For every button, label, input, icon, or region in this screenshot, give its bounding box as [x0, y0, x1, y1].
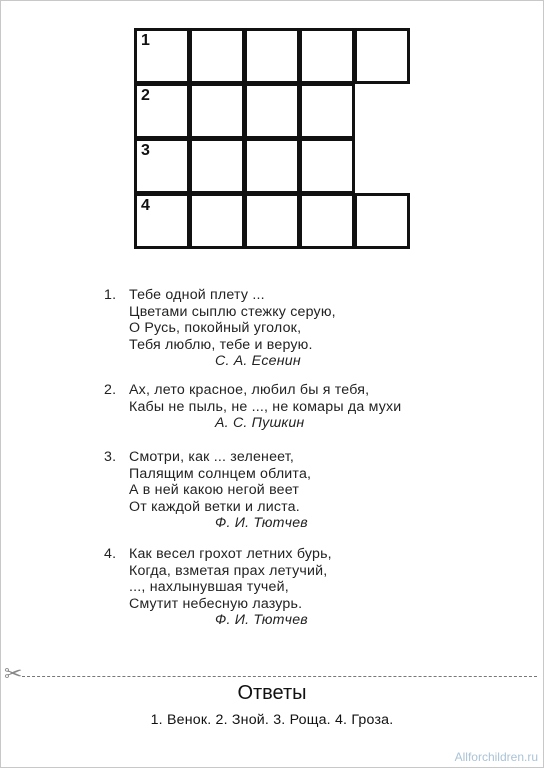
poem-author: А. С. Пушкин [215, 415, 305, 432]
crossword-cell [244, 83, 300, 139]
crossword-row-number: 4 [141, 197, 150, 214]
crossword-cell [244, 28, 300, 84]
crossword-cell [134, 83, 190, 139]
crossword-cell [189, 193, 245, 249]
crossword-cell [354, 193, 410, 249]
poem-item [104, 287, 336, 370]
poem-author: Ф. И. Тютчев [215, 515, 308, 532]
poem-line: Как весел грохот летних бурь, [129, 546, 332, 562]
crossword-cell [244, 193, 300, 249]
answers-title: Ответы [237, 682, 307, 704]
scissors-icon: ✂ [4, 662, 23, 687]
cut-line [22, 676, 537, 677]
poem-line: А в ней какою негой веет [129, 482, 300, 499]
poem-line: Тебе одной плету ... [129, 287, 265, 303]
crossword-cell [354, 28, 410, 84]
poem-item [104, 546, 332, 629]
crossword-row-number: 2 [141, 87, 150, 104]
crossword-cell [134, 193, 190, 249]
crossword-row-number: 1 [141, 32, 150, 49]
poem-line: ..., нахлынувшая тучей, [129, 579, 289, 596]
answers-text: 1. Венок. 2. Зной. 3. Роща. 4. Гроза. [150, 712, 394, 728]
crossword-cell [299, 83, 355, 139]
crossword-cell [244, 138, 300, 194]
poem-line: От каждой ветки и листа. [129, 498, 300, 515]
crossword-cell [189, 28, 245, 84]
poem-number: 3. [104, 449, 117, 465]
poem-number: 2. [104, 382, 117, 398]
crossword-row-number: 3 [141, 142, 150, 159]
poem-line: Кабы не пыль, не ..., не комары да мухи [129, 398, 402, 415]
poem-line: О Русь, покойный уголок, [129, 320, 302, 337]
poem-line: Тебя люблю, тебе и верую. [129, 336, 313, 353]
poem-line: Цветами сыплю стежку серую, [129, 303, 336, 320]
crossword-cell [134, 138, 190, 194]
crossword-cell [299, 138, 355, 194]
crossword-cell [299, 28, 355, 84]
poem-item [104, 382, 401, 432]
crossword-cell [299, 193, 355, 249]
poem-author: Ф. И. Тютчев [215, 612, 308, 629]
poem-line: Смутит небесную лазурь. [129, 595, 303, 612]
crossword-cell [134, 28, 190, 84]
crossword-cell [189, 138, 245, 194]
poem-number: 1. [104, 287, 117, 303]
poem-line: Когда, взметая прах летучий, [129, 562, 328, 579]
poem-line: Палящим солнцем облита, [129, 465, 312, 482]
poem-number: 4. [104, 546, 117, 562]
poem-line: Ах, лето красное, любил бы я тебя, [129, 382, 370, 398]
site-watermark: Allforchildren.ru [454, 750, 538, 764]
poem-line: Смотри, как ... зеленеет, [129, 449, 295, 465]
crossword-cell [189, 83, 245, 139]
poem-item [104, 449, 311, 532]
poem-author: С. А. Есенин [215, 353, 301, 370]
